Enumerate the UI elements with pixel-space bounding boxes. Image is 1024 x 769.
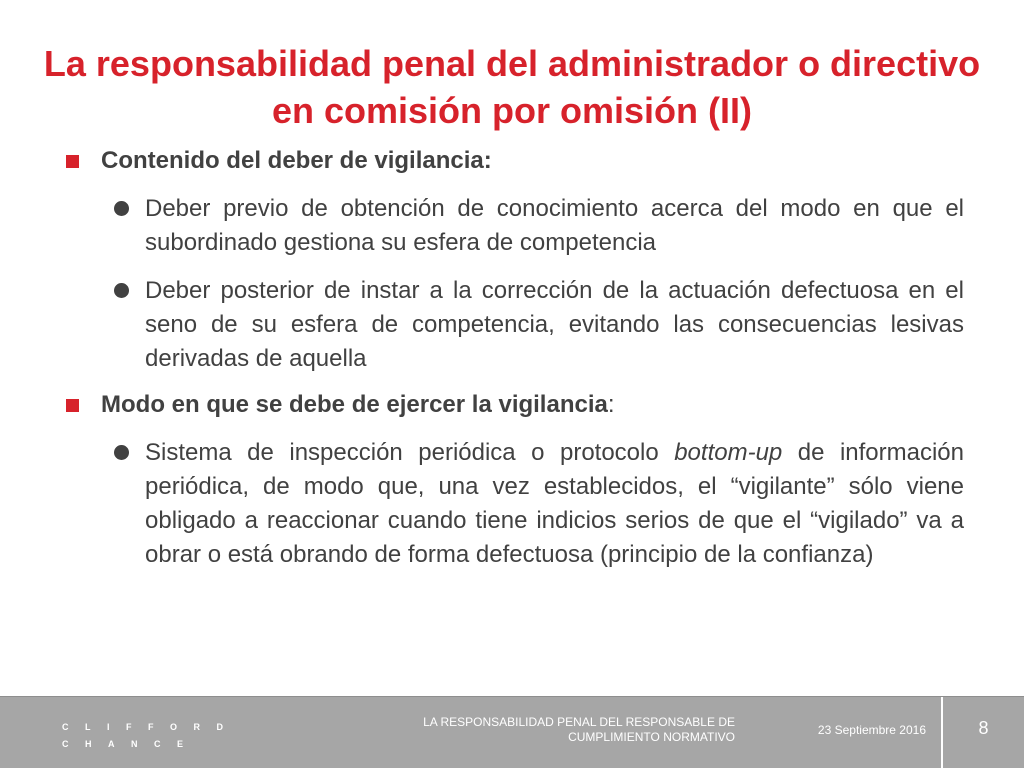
- logo-line-2: CHANCE: [62, 739, 200, 749]
- slide-title: La responsabilidad penal del administrador o directivo en comisión por omisión (II): [43, 43, 981, 131]
- section-heading-modo-vigilancia: [64, 388, 964, 422]
- section-heading-text: Modo en que se debe de ejercer la vigilancia: [101, 391, 608, 418]
- footer-title: LA RESPONSABILIDAD PENAL DEL RESPONSABLE DE CUMPLIMIENTO NORMATIVO: [423, 715, 735, 744]
- bullet-text-before: Sistema de inspección periódica o protocolo: [145, 439, 675, 466]
- bullet-item: [114, 192, 964, 260]
- page-number: 8: [978, 718, 989, 738]
- section-heading-text: Contenido del deber de vigilancia: [101, 147, 484, 174]
- bullet-text: Deber posterior de instar a la corrección de la actuación defectuosa en el seno de su esfera de competencia, evitando las consecuencias lesivas derivadas de aquella: [145, 277, 964, 372]
- section-heading-deber-vigilancia: [64, 144, 964, 178]
- red-square-bullet-icon: [66, 399, 79, 412]
- clifford-chance-logo: [62, 719, 240, 753]
- slide-footer: [0, 696, 1024, 768]
- logo-line-1: CLIFFORD: [62, 722, 240, 732]
- footer-date: 23 Septiembre 2016: [817, 723, 926, 737]
- bullet-text-emphasis: bottom-up: [674, 439, 783, 466]
- bullet-text: Deber previo de obtención de conocimiento acerca del modo en que el subordinado gestiona su esfera de competencia: [145, 195, 964, 256]
- slide-content: [64, 144, 964, 572]
- circle-bullet-icon: [114, 201, 129, 216]
- bullet-item: [114, 274, 964, 376]
- section-heading-colon: :: [483, 147, 492, 174]
- bullet-item: [114, 436, 964, 572]
- circle-bullet-icon: [114, 283, 129, 298]
- circle-bullet-icon: [114, 445, 129, 460]
- bullet-text-after: de información periódica, de modo que, una vez establecidos, el “vigilante” sólo viene obligado a reaccionar cuando tiene indicios serios de que el “vigilado” va a obrar o está obrando de forma defectuosa (principio de la confianza): [145, 439, 964, 568]
- red-square-bullet-icon: [66, 155, 79, 168]
- section-heading-colon: :: [607, 391, 615, 418]
- bullet-text: [145, 439, 964, 568]
